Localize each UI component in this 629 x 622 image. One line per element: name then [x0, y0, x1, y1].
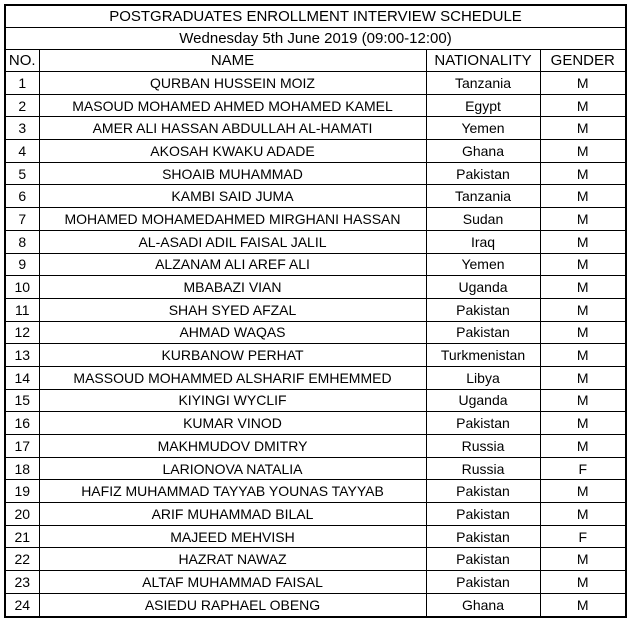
table-body [5, 72, 626, 617]
cell-gender: M [540, 208, 626, 231]
cell-no: 23 [5, 571, 39, 594]
table-row [5, 457, 626, 480]
cell-gender: M [540, 94, 626, 117]
cell-gender: M [540, 185, 626, 208]
cell-nationality: Pakistan [426, 525, 540, 548]
cell-name: AMER ALI HASSAN ABDULLAH AL-HAMATI [39, 117, 426, 140]
cell-nationality: Iraq [426, 230, 540, 253]
cell-gender: M [540, 412, 626, 435]
cell-gender: M [540, 480, 626, 503]
cell-name: ARIF MUHAMMAD BILAL [39, 503, 426, 526]
cell-no: 16 [5, 412, 39, 435]
column-header-row [5, 50, 626, 72]
cell-no: 8 [5, 230, 39, 253]
cell-no: 19 [5, 480, 39, 503]
cell-nationality: Pakistan [426, 480, 540, 503]
cell-no: 7 [5, 208, 39, 231]
table-row [5, 593, 626, 616]
table-row [5, 230, 626, 253]
table-row [5, 412, 626, 435]
cell-name: MASSOUD MOHAMMED ALSHARIF EMHEMMED [39, 366, 426, 389]
table-row [5, 571, 626, 594]
cell-name: AL-ASADI ADIL FAISAL JALIL [39, 230, 426, 253]
cell-no: 12 [5, 321, 39, 344]
cell-name: ALTAF MUHAMMAD FAISAL [39, 571, 426, 594]
table-row [5, 298, 626, 321]
cell-nationality: Tanzania [426, 72, 540, 95]
table-row [5, 503, 626, 526]
cell-nationality: Sudan [426, 208, 540, 231]
cell-nationality: Turkmenistan [426, 344, 540, 367]
table-row [5, 72, 626, 95]
cell-nationality: Ghana [426, 140, 540, 163]
cell-name: SHAH SYED AFZAL [39, 298, 426, 321]
cell-no: 24 [5, 593, 39, 616]
cell-gender: F [540, 525, 626, 548]
cell-name: MBABAZI VIAN [39, 276, 426, 299]
cell-nationality: Yemen [426, 253, 540, 276]
cell-nationality: Ghana [426, 593, 540, 616]
cell-name: ALZANAM ALI AREF ALI [39, 253, 426, 276]
table-row [5, 253, 626, 276]
cell-no: 4 [5, 140, 39, 163]
cell-gender: M [540, 230, 626, 253]
cell-no: 14 [5, 366, 39, 389]
cell-name: MASOUD MOHAMED AHMED MOHAMED KAMEL [39, 94, 426, 117]
table-row [5, 276, 626, 299]
cell-gender: M [540, 162, 626, 185]
cell-nationality: Russia [426, 457, 540, 480]
cell-no: 1 [5, 72, 39, 95]
table-row [5, 435, 626, 458]
cell-gender: M [540, 117, 626, 140]
cell-name: QURBAN HUSSEIN MOIZ [39, 72, 426, 95]
cell-no: 21 [5, 525, 39, 548]
cell-name: MAJEED MEHVISH [39, 525, 426, 548]
cell-name: HAZRAT NAWAZ [39, 548, 426, 571]
table-row [5, 321, 626, 344]
table-row [5, 389, 626, 412]
table-row [5, 162, 626, 185]
cell-nationality: Pakistan [426, 412, 540, 435]
cell-gender: M [540, 276, 626, 299]
cell-gender: M [540, 366, 626, 389]
schedule-table [4, 4, 627, 618]
table-row [5, 525, 626, 548]
cell-gender: M [540, 593, 626, 616]
cell-name: MOHAMED MOHAMEDAHMED MIRGHANI HASSAN [39, 208, 426, 231]
cell-gender: M [540, 140, 626, 163]
cell-nationality: Libya [426, 366, 540, 389]
table-date: Wednesday 5th June 2019 (09:00-12:00) [5, 28, 626, 50]
cell-no: 9 [5, 253, 39, 276]
cell-name: LARIONOVA NATALIA [39, 457, 426, 480]
date-row [5, 28, 626, 50]
cell-gender: M [540, 503, 626, 526]
cell-nationality: Yemen [426, 117, 540, 140]
cell-nationality: Tanzania [426, 185, 540, 208]
table-row [5, 140, 626, 163]
cell-no: 22 [5, 548, 39, 571]
cell-nationality: Pakistan [426, 298, 540, 321]
cell-no: 10 [5, 276, 39, 299]
col-header-no: NO. [5, 50, 39, 72]
cell-no: 2 [5, 94, 39, 117]
table-row [5, 94, 626, 117]
table-row [5, 366, 626, 389]
table-title: POSTGRADUATES ENROLLMENT INTERVIEW SCHEDULE [5, 5, 626, 28]
cell-nationality: Pakistan [426, 503, 540, 526]
table-row [5, 548, 626, 571]
cell-gender: F [540, 457, 626, 480]
cell-no: 20 [5, 503, 39, 526]
cell-nationality: Pakistan [426, 321, 540, 344]
table-row [5, 117, 626, 140]
cell-no: 6 [5, 185, 39, 208]
cell-name: KIYINGI WYCLIF [39, 389, 426, 412]
col-header-nationality: NATIONALITY [426, 50, 540, 72]
cell-no: 17 [5, 435, 39, 458]
cell-gender: M [540, 253, 626, 276]
cell-no: 5 [5, 162, 39, 185]
table-row [5, 208, 626, 231]
cell-name: AKOSAH KWAKU ADADE [39, 140, 426, 163]
cell-name: AHMAD WAQAS [39, 321, 426, 344]
table-row [5, 185, 626, 208]
title-row [5, 5, 626, 28]
cell-name: KUMAR VINOD [39, 412, 426, 435]
cell-nationality: Uganda [426, 389, 540, 412]
col-header-gender: GENDER [540, 50, 626, 72]
cell-no: 3 [5, 117, 39, 140]
cell-gender: M [540, 548, 626, 571]
cell-no: 18 [5, 457, 39, 480]
cell-gender: M [540, 571, 626, 594]
cell-gender: M [540, 389, 626, 412]
cell-no: 11 [5, 298, 39, 321]
cell-name: MAKHMUDOV DMITRY [39, 435, 426, 458]
cell-name: SHOAIB MUHAMMAD [39, 162, 426, 185]
cell-nationality: Uganda [426, 276, 540, 299]
col-header-name: NAME [39, 50, 426, 72]
cell-nationality: Pakistan [426, 571, 540, 594]
cell-nationality: Russia [426, 435, 540, 458]
cell-name: ASIEDU RAPHAEL OBENG [39, 593, 426, 616]
cell-gender: M [540, 435, 626, 458]
table-row [5, 344, 626, 367]
cell-no: 13 [5, 344, 39, 367]
cell-no: 15 [5, 389, 39, 412]
table-row [5, 480, 626, 503]
cell-gender: M [540, 344, 626, 367]
cell-nationality: Pakistan [426, 548, 540, 571]
cell-gender: M [540, 298, 626, 321]
cell-name: HAFIZ MUHAMMAD TAYYAB YOUNAS TAYYAB [39, 480, 426, 503]
cell-gender: M [540, 72, 626, 95]
cell-gender: M [540, 321, 626, 344]
cell-nationality: Pakistan [426, 162, 540, 185]
cell-name: KAMBI SAID JUMA [39, 185, 426, 208]
cell-name: KURBANOW PERHAT [39, 344, 426, 367]
cell-nationality: Egypt [426, 94, 540, 117]
